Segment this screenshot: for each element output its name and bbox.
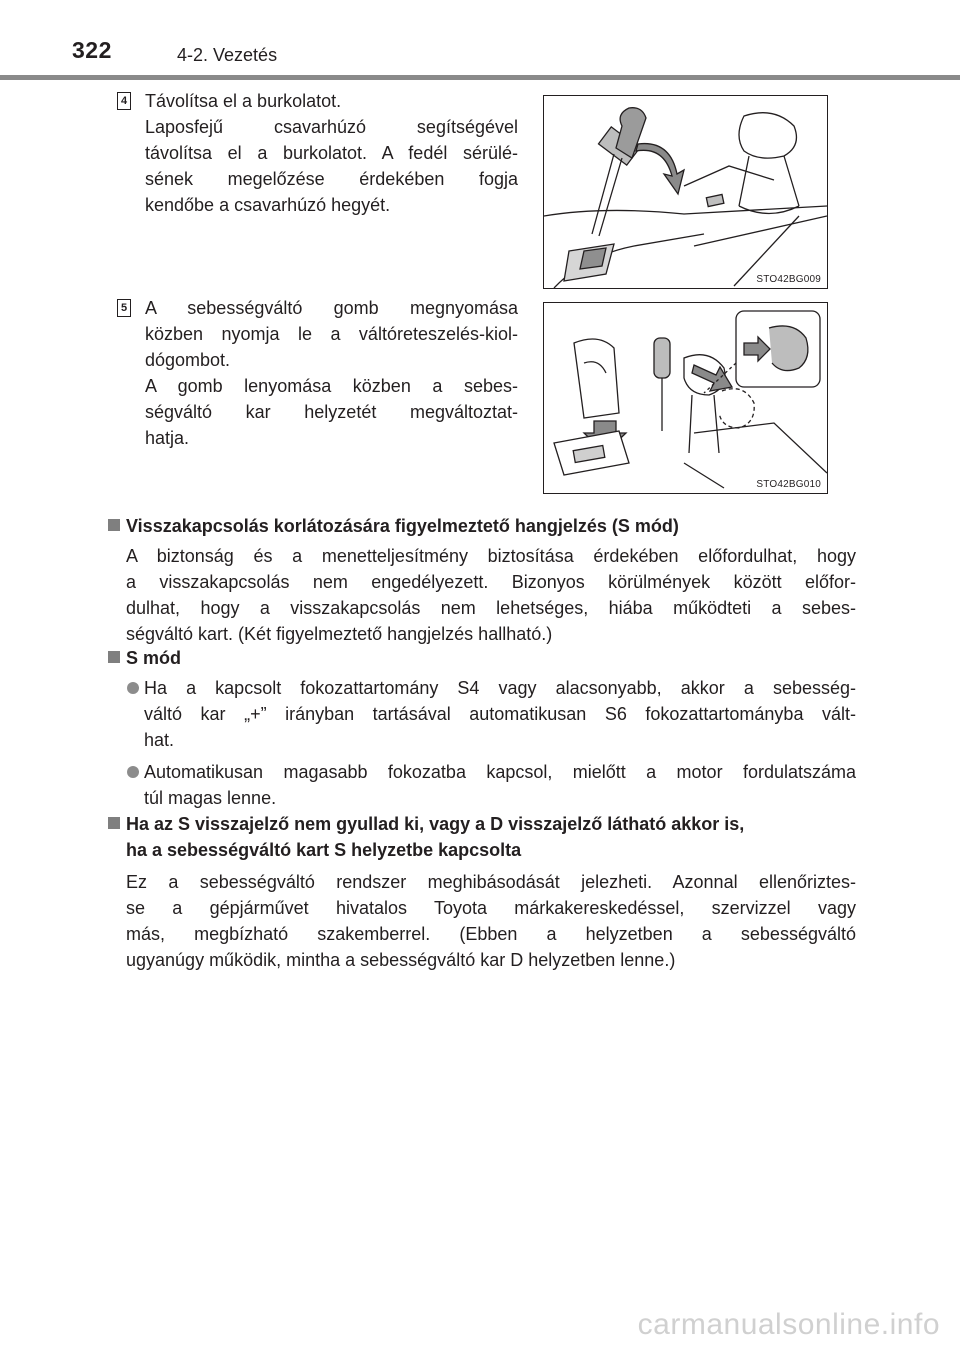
heading-text: Visszakapcsolás korlátozására figyelmeztető hangjelzés (S mód): [126, 516, 679, 536]
text-line: Ha a kapcsolt fokozattartomány S4 vagy alacsonyabb, akkor a sebesség-: [144, 678, 856, 698]
text-line: ségváltó kar helyzetét megváltoztat-: [145, 402, 518, 422]
shift-cover-removal-drawing: [544, 96, 827, 288]
section-paragraph: [108, 869, 856, 973]
bullet-item: [108, 675, 856, 753]
section-paragraph: [108, 543, 856, 647]
step-number-badge: 5: [117, 299, 131, 317]
section-s-indicator: [108, 811, 856, 973]
text-line: a visszakapcsolás nem engedélyezett. Bizonyos körülmények között előfor-: [126, 572, 856, 592]
step-4-text: [145, 88, 518, 218]
text-line: távolítsa el a burkolatot. A fedél sérülé-: [145, 143, 518, 163]
text-line: hat.: [144, 730, 175, 750]
text-line: hatja.: [145, 428, 190, 448]
text-line: Laposfejű csavarhúzó segítségével: [145, 117, 518, 137]
square-bullet-icon: [108, 817, 120, 829]
section-heading: [108, 513, 856, 539]
text-line: közben nyomja le a váltóreteszelés-kiol-: [145, 324, 518, 344]
text-line: ségváltó kart. (Két figyelmeztető hangjelzés hallható.): [126, 624, 553, 644]
text-line: ugyanúgy működik, mintha a sebességváltó kar D helyzetben lenne.): [126, 950, 676, 970]
shift-lock-release-drawing: [544, 303, 827, 493]
round-bullet-icon: [127, 682, 139, 694]
page-header: [0, 0, 960, 80]
square-bullet-icon: [108, 651, 120, 663]
heading-text: ha a sebességváltó kart S helyzetbe kapcsolta: [126, 840, 522, 860]
text-line: Automatikusan magasabb fokozatba kapcsol, mielőtt a motor fordulatszáma: [144, 762, 856, 782]
text-line: A biztonság és a menetteljesítmény biztosítása érdekében előfordulhat, hogy: [126, 546, 856, 566]
section-heading: [108, 811, 856, 863]
text-line: sének megelőzése érdekében fogja: [145, 169, 518, 189]
text-line: váltó kar „+” irányban tartásával automatikusan S6 fokozattartományba vált-: [144, 704, 856, 724]
text-line: A gomb lenyomása közben a sebes-: [145, 376, 518, 396]
text-line: se a gépjárművet hivatalos Toyota márkakereskedéssel, szervizzel vagy: [126, 898, 856, 918]
text-line: Távolítsa el a burkolatot.: [145, 91, 342, 111]
section-heading: [108, 645, 856, 671]
step-5-illustration: [543, 302, 828, 494]
heading-text: S mód: [126, 648, 182, 668]
step-number-badge: 4: [117, 92, 131, 110]
text-line: más, megbízható szakemberrel. (Ebben a helyzetben a sebességváltó: [126, 924, 856, 944]
watermark: carmanualsonline.info: [637, 1308, 940, 1341]
heading-text: Ha az S visszajelző nem gyullad ki, vagy a D visszajelző látható akkor is,: [126, 814, 745, 834]
header-rule: [0, 75, 960, 80]
text-line: A sebességváltó gomb megnyomása: [145, 298, 518, 318]
bullet-item: [108, 759, 856, 811]
figure-code: STO42BG009: [756, 274, 821, 285]
section-downshift-warning: [108, 513, 856, 647]
round-bullet-icon: [127, 766, 139, 778]
text-line: dógombot.: [145, 350, 231, 370]
text-line: Ez a sebességváltó rendszer meghibásodását jelezheti. Azonnal ellenőriztes-: [126, 872, 856, 892]
text-line: dulhat, hogy a visszakapcsolás nem lehetséges, hiába működteti a sebes-: [126, 598, 856, 618]
section-title: 4-2. Vezetés: [177, 45, 278, 65]
figure-code: STO42BG010: [756, 479, 821, 490]
page-number: 322: [72, 37, 112, 63]
text-line: túl magas lenne.: [144, 788, 277, 808]
step-4-illustration: [543, 95, 828, 289]
square-bullet-icon: [108, 519, 120, 531]
section-s-mode: [108, 645, 856, 811]
text-line: kendőbe a csavarhúzó hegyét.: [145, 195, 391, 215]
step-5-text: [145, 295, 518, 451]
